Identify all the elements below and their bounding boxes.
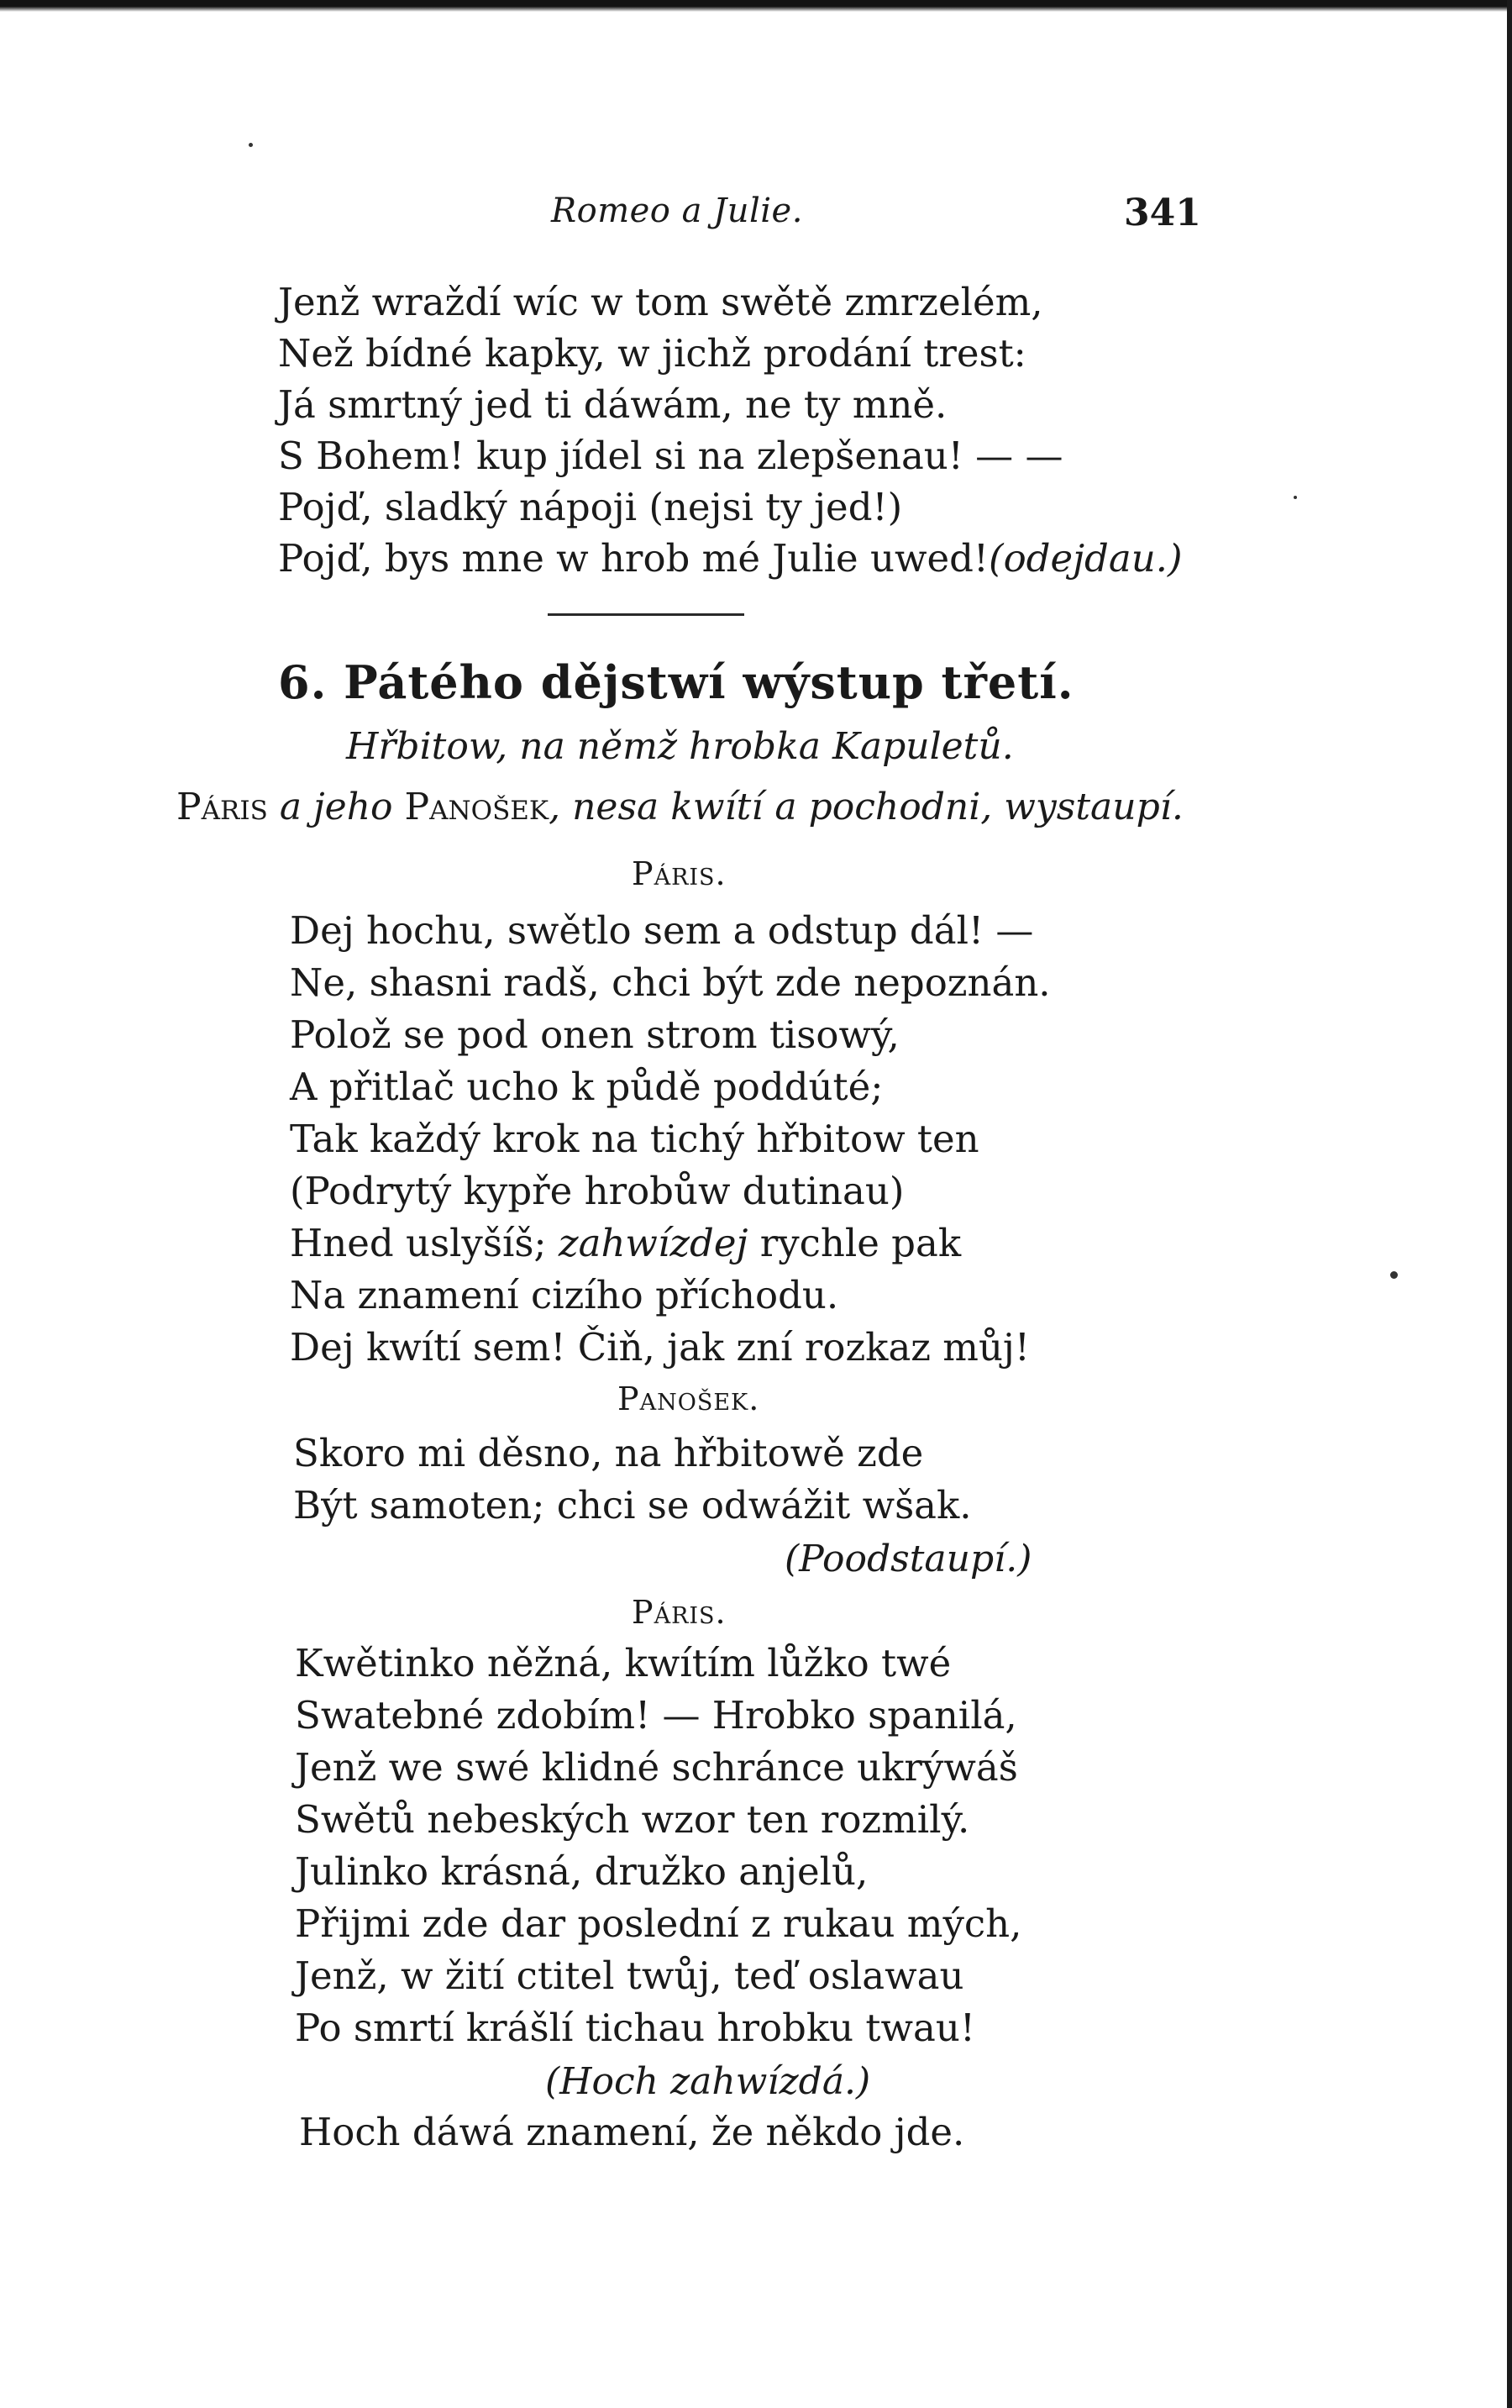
verse-line: Swětů nebeských wzor ten rozmilý.	[295, 1797, 970, 1842]
scan-speck	[249, 143, 253, 147]
verse-line: Polož se pod onen strom tisowý,	[290, 1012, 900, 1057]
verse-line: Tak každý krok na tichý hřbitow ten	[290, 1117, 979, 1161]
verse-line: Než bídné kapky, w jichž prodání trest:	[278, 331, 1026, 376]
verse-line: Skoro mi děsno, na hřbitowě zde	[293, 1431, 924, 1475]
verse-line: Julinko krásná, družko anjelů,	[295, 1849, 869, 1894]
page-number: 341	[1124, 192, 1201, 234]
entry-stage-direction	[176, 786, 1184, 828]
verse-line: Jenž we swé klidné schránce ukrýwáš	[295, 1745, 1018, 1790]
running-head-title: Romeo a Julie.	[551, 192, 803, 230]
verse-line: Jenž wraždí wíc w tom swětě zmrzelém,	[278, 280, 1043, 324]
character-name: Panošek	[404, 786, 549, 828]
scan-speck	[1294, 496, 1297, 499]
verse-line: Po smrtí krášlí tichau hrobku twau!	[295, 2006, 975, 2050]
verse-line: Kwětinko něžná, kwítím lůžko twé	[295, 1641, 952, 1685]
verse-line	[290, 1218, 961, 1269]
italic-word: zahwízdej	[558, 1221, 748, 1265]
scan-speck	[1390, 1271, 1398, 1279]
verse-line: Na znamení cizího příchodu.	[290, 1273, 839, 1317]
verse-line: (Podrytý kypře hrobůw dutinau)	[290, 1169, 905, 1213]
speaker-label: Páris.	[632, 1594, 727, 1631]
verse-line-with-exit	[278, 534, 1183, 584]
verse-line: S Bohem! kup jídel si na zlepšenau! — —	[278, 434, 1063, 478]
page-right-edge	[1507, 0, 1512, 2408]
page-top-edge	[0, 0, 1512, 12]
speaker-label: Páris.	[632, 855, 727, 892]
verse-line: Dej hochu, swětlo sem a odstup dál! —	[290, 908, 1034, 953]
verse-line: Přijmi zde dar poslední z rukau mých,	[295, 1901, 1022, 1946]
verse-line: Swatebné zdobím! — Hrobko spanilá,	[295, 1693, 1017, 1738]
verse-line: Dej kwítí sem! Čiň, jak zní rozkaz můj!	[290, 1325, 1030, 1370]
verse-line: Být samoten; chci se odwážit wšak.	[293, 1483, 972, 1527]
verse-line: Ne, shasni radš, chci být zde nepoznán.	[290, 960, 1051, 1005]
verse-line: Jenž, w žití ctitel twůj, teď oslawau	[295, 1953, 964, 1998]
verse-text: Pojď, bys mne w hrob mé Julie uwed!	[278, 536, 990, 581]
character-name: Páris	[176, 786, 268, 828]
stage-direction-text: a jeho	[267, 786, 405, 828]
stage-note: (Poodstaupí.)	[785, 1538, 1032, 1580]
scene-setting: Hřbitow, na němž hrobka Kapuletů.	[346, 725, 1014, 768]
scene-heading: 6. Pátého dějstwí wýstup třetí.	[278, 655, 1074, 709]
stage-note: (Hoch zahwízdá.)	[545, 2060, 871, 2103]
speaker-label: Panošek.	[617, 1380, 760, 1417]
verse-line: Pojď, sladký nápoji (nejsi ty jed!)	[278, 485, 903, 529]
section-divider	[548, 613, 744, 616]
closing-line: Hoch dáwá znamení, že někdo jde.	[299, 2110, 965, 2154]
verse-text: Hned uslyšíš;	[290, 1221, 559, 1265]
verse-text: rychle pak	[748, 1221, 962, 1265]
verse-line: A přitlač ucho k půdě poddúté;	[290, 1065, 884, 1109]
stage-direction-text: , nesa kwítí a pochodni, wystaupí.	[549, 786, 1184, 828]
exit-stage-note: (odejdau.)	[989, 536, 1183, 581]
verse-line: Já smrtný jed ti dáwám, ne ty mně.	[278, 382, 948, 427]
